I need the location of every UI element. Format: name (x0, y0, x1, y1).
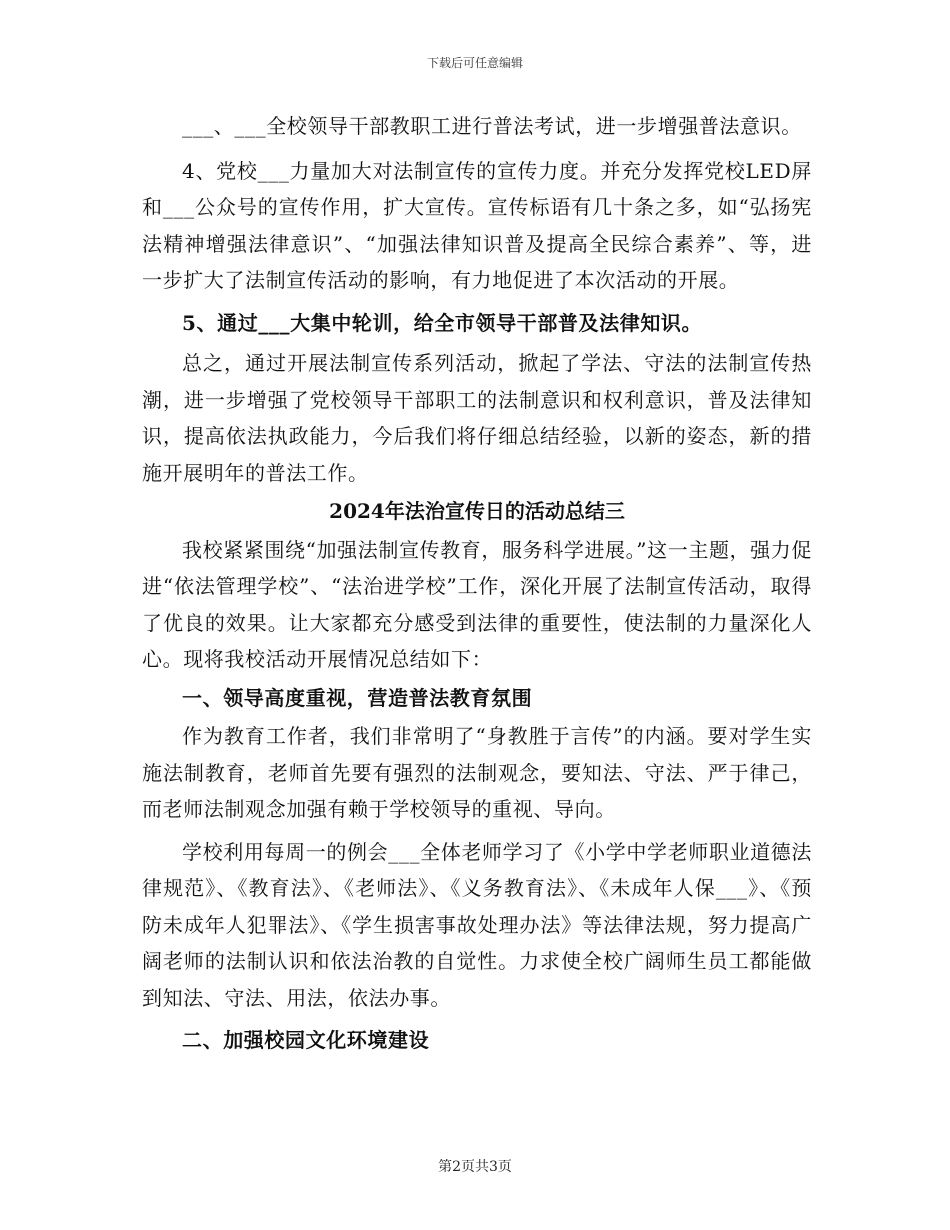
page-header: 下载后可任意编辑 (426, 56, 523, 70)
subheading-leadership: 一、领导高度重视，营造普法教育氛围 (182, 685, 533, 710)
subheading-culture: 二、加强校园文化环境建设 (182, 1028, 430, 1052)
paragraph-study: 学校利用每周一的例会___全体老师学习了《小学中学老师职业道德法律规范》、《教育法》、《老师法》、《义务教育法》、《未成年人保___》、《预防未成年人犯罪法》、《学生损害事故处理办法》等法律法规，努力提高广阔老师的法制认识和依法治教的自觉性。力求使全校广阔师生员工都能做到知法、守法、用法，依法办事。 (142, 839, 812, 1010)
paragraph-teachers: 作为教育工作者，我们非常明了“身教胜于言传”的内涵。要对学生实施法制教育，老师首先要有强烈的法制观念，要知法、守法、严于律己，而老师法制观念加强有赖于学校领导的重视、导向。 (142, 724, 812, 821)
paragraph-exam: ___、___全校领导干部教职工进行普法考试，进一步增强普法意识。 (182, 114, 802, 138)
paragraph-training: 5、通过___大集中轮训，给全市领导干部普及法律知识。 (182, 310, 703, 335)
paragraph-intro: 我校紧紧围绕“加强法制宣传教育，服务科学进展。”这一主题，强力促进“依法管理学校”、“法治进学校”工作，深化开展了法制宣传活动，取得了优良的效果。让大家都充分感受到法律的重要性，使法制的力量深化人心。现将我校活动开展情况总结如下： (142, 537, 812, 671)
section-heading: 2024年法治宣传日的活动总结三 (329, 499, 625, 523)
paragraph-summary: 总之，通过开展法制宣传系列活动，掀起了学法、守法的法制宣传热潮，进一步增强了党校领导干部职工的法制意识和权利意识，普及法律知识，提高依法执政能力，今后我们将仔细总结经验，以新的姿态，新的措施开展明年的普法工作。 (142, 351, 812, 485)
paragraph-publicity: 4、党校___力量加大对法制宣传的宣传力度。并充分发挥党校LED屏和___公众号的宣传作用，扩大宣传。宣传标语有几十条之多，如“弘扬宪法精神增强法律意识”、“加强法律知识普及提高全民综合素养”、等，进一步扩大了法制宣传活动的影响，有力地促进了本次活动的开展。 (142, 158, 812, 292)
document-body (142, 108, 812, 1059)
page-number: 第2页共3页 (438, 1159, 512, 1175)
